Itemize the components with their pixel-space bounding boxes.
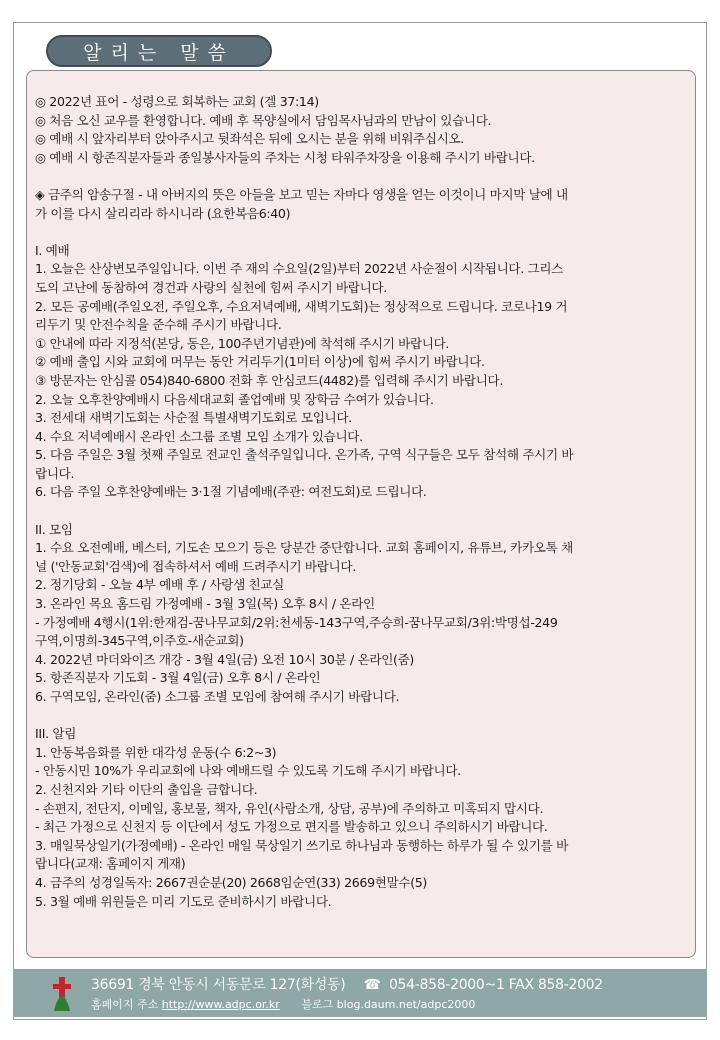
homepage-link[interactable]: http://www.adpc.or.kr bbox=[161, 998, 280, 1011]
notice-line: 1. 오늘은 산상변모주일입니다. 이번 주 재의 수요일(2일)부터 2022년 사순절이 시작됩니다. 그리스 bbox=[35, 261, 563, 277]
notice-line: ② 예배 출입 시와 교회에 머무는 동안 거리두기(1미터 이상)에 힘써 주시기 바랍니다. bbox=[35, 354, 485, 370]
page-title: 알리는 말씀 bbox=[46, 35, 272, 67]
notice-line: 랍니다(교재: 홈페이지 게재) bbox=[35, 856, 186, 872]
notice-line: ◎ 2022년 표어 - 성령으로 회복하는 교회 (겔 37:14) bbox=[35, 94, 319, 109]
notice-line: 6. 다음 주일 오후찬양예배는 3·1절 기념예배(주관: 여전도회)로 드립니다. bbox=[35, 484, 427, 500]
notice-line: 5. 3월 예배 위원들은 미리 기도로 준비하시기 바랍니다. bbox=[35, 893, 332, 909]
notice-line: - 가정예배 4행시(1위:한재검-꿈나무교회/2위:천세동-143구역,주승희-꿈나무교회/3위:박명섭-249 bbox=[35, 614, 558, 630]
notice-line: 랍니다. bbox=[35, 465, 75, 481]
notice-line: III. 알림 bbox=[35, 726, 77, 742]
footer-contact bbox=[91, 974, 603, 994]
notice-line: 5. 다음 주일은 3월 첫째 주일로 전교인 출석주일입니다. 온가족, 구역 식구들은 모두 참석해 주시기 바 bbox=[35, 447, 574, 463]
notice-line: 2. 신천지와 기타 이단의 출입을 금합니다. bbox=[35, 781, 258, 797]
phone-icon: ☎ bbox=[363, 977, 381, 993]
notice-line: 구역,이명희-345구역,이주호-새순교회) bbox=[35, 633, 244, 649]
notice-line: ◎ 예배 시 앞자리부터 앉아주시고 뒷좌석은 뒤에 오시는 분을 위해 비워주십시오. bbox=[35, 131, 464, 147]
notice-line: 널 ('안동교회'검색)에 접속하셔서 예배 드려주시기 바랍니다. bbox=[35, 558, 356, 574]
notice-line: I. 예배 bbox=[35, 242, 70, 258]
notice-line: 3. 온라인 목요 홈드림 가정예배 - 3월 3일(목) 오후 8시 / 온라인 bbox=[35, 596, 375, 612]
section-gap bbox=[35, 502, 685, 521]
church-cross-icon bbox=[51, 977, 73, 1011]
notice-line: 4. 2022년 마더와이즈 개강 - 3월 4일(금) 오전 10시 30분 / 온라인(줌) bbox=[35, 651, 414, 667]
notice-line: ◎ 처음 오신 교우를 환영합니다. 예배 후 목양실에서 담임목사님과의 만남이 있습니다. bbox=[35, 112, 492, 128]
notice-box bbox=[26, 70, 696, 958]
notice-line: 4. 수요 저녁예배시 온라인 소그룹 조별 모임 소개가 있습니다. bbox=[35, 428, 363, 444]
section-gap bbox=[35, 707, 685, 726]
notice-line: ③ 방문자는 안심콜 054)840-6800 전화 후 안심코드(4482)를 입력해 주시기 바랍니다. bbox=[35, 372, 504, 388]
notice-line: 리두기 및 안전수칙을 준수해 주시기 바랍니다. bbox=[35, 317, 282, 333]
footer bbox=[13, 969, 707, 1017]
notice-line: 1. 수요 오전예배, 베스터, 기도손 모으기 등은 당분간 중단합니다. 교회 홈페이지, 유튜브, 카카오톡 채 bbox=[35, 540, 573, 556]
notice-line: - 최근 가정으로 신천지 등 이단에서 성도 가정으로 편지를 발송하고 있으니 주의하시기 바랍니다. bbox=[35, 819, 548, 835]
notice-line: 3. 전세대 새벽기도회는 사순절 특별새벽기도회로 모입니다. bbox=[35, 410, 352, 426]
notice-line: 2. 정기당회 - 오늘 4부 예배 후 / 사랑샘 친교실 bbox=[35, 577, 284, 593]
notice-line: - 손편지, 전단지, 이메일, 홍보물, 책자, 유인(사람소개, 상담, 공부)에 주의하고 미혹되지 맙시다. bbox=[35, 800, 544, 816]
footer-phone: 054-858-2000~1 FAX 858-2002 bbox=[388, 977, 603, 993]
notice-line: 도의 고난에 동참하여 경건과 사랑의 실천에 힘써 주시기 바랍니다. bbox=[35, 279, 387, 295]
notice-line: - 안동시민 10%가 우리교회에 나와 예배드릴 수 있도록 기도해 주시기 바랍니다. bbox=[35, 763, 461, 779]
footer-address: 36691 경북 안동시 서동문로 127(화성동) bbox=[91, 977, 346, 993]
notice-content bbox=[35, 93, 685, 911]
notice-line: 5. 항존직분자 기도회 - 3월 4일(금) 오후 8시 / 온라인 bbox=[35, 670, 321, 686]
notice-line: 3. 매일묵상일기(가정예배) - 온라인 매일 묵상일기 쓰기로 하나님과 동행하는 하루가 될 수 있기를 바 bbox=[35, 837, 568, 853]
notice-line: 4. 금주의 성경일독자: 2667권순분(20) 2668임순연(33) 2669현말수(5) bbox=[35, 874, 427, 890]
notice-line: 6. 구역모임, 온라인(줌) 소그룹 조별 모임에 참여해 주시기 바랍니다. bbox=[35, 689, 400, 704]
footer-links bbox=[91, 996, 475, 1012]
blog-address: 블로그 blog.daum.net/adpc2000 bbox=[301, 998, 476, 1011]
notice-line: 1. 안동복음화를 위한 대각성 운동(수 6:2~3) bbox=[35, 744, 277, 760]
notice-line: ◈ 금주의 암송구절 - 내 아버지의 뜻은 아들을 보고 믿는 자마다 영생을 얻는 이것이니 마지막 날에 내 bbox=[35, 186, 568, 202]
section-gap bbox=[35, 167, 685, 186]
notice-line: ① 안내에 따라 지정석(본당, 동은, 100주년기념관)에 착석해 주시기 바랍니다. bbox=[35, 335, 450, 351]
notice-line: 2. 모든 공예배(주일오전, 주일오후, 수요저녁예배, 새벽기도회)는 정상적으로 드립니다. 코로나19 거 bbox=[35, 298, 568, 314]
notice-line: ◎ 예배 시 항존직분자들과 종일봉사자들의 주차는 시청 타워주차장을 이용해 주시기 바랍니다. bbox=[35, 149, 535, 165]
section-gap bbox=[35, 223, 685, 242]
homepage-label: 홈페이지 주소 bbox=[91, 998, 159, 1011]
notice-line: II. 모임 bbox=[35, 521, 73, 537]
notice-line: 가 이를 다시 살리리라 하시니라 (요한복음6:40) bbox=[35, 205, 291, 221]
notice-line: 2. 오늘 오후찬양예배시 다음세대교회 졸업예배 및 장학금 수여가 있습니다. bbox=[35, 391, 434, 407]
